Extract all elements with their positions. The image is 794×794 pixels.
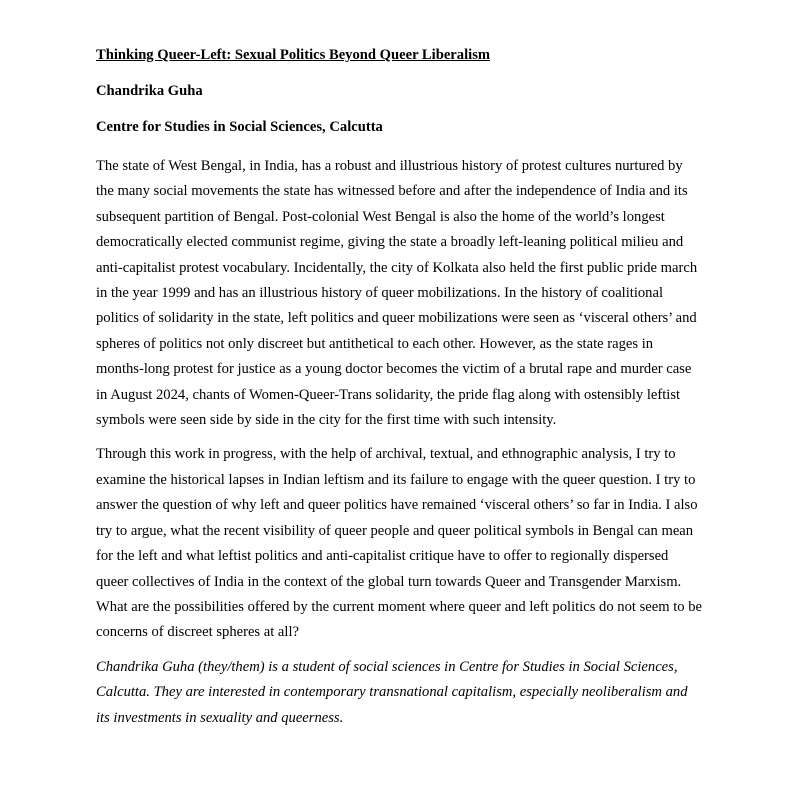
abstract-paragraph-2: Through this work in progress, with the help of archival, textual, and ethnographic analysis, I try to examine the historical lapses in Indian leftism and its failure to engage with the queer question. I try to answer the question of why left and queer politics have remained ‘visceral others’ so far in India. I also try to argue, what the recent visibility of queer people and queer political symbols in Bengal can mean for the left and what leftist politics and anti-capitalist critique have to offer to regionally dispersed queer collectives of India in the context of the global turn towards Queer and Transgender Marxism. What are the possibilities offered by the current moment where queer and left politics do not seem to be concerns of discreet spheres at all? [96, 446, 702, 641]
document-page [96, 44, 702, 731]
document-title: Thinking Queer-Left: Sexual Politics Beyond Queer Liberalism [96, 47, 491, 63]
author-name: Chandrika Guha [96, 83, 203, 99]
author-bio: Chandrika Guha (they/them) is a student of social sciences in Centre for Studies in Social Sciences, Calcutta. They are interested in contemporary transnational capitalism, especially neoliberalism and its investments in sexuality and queerness. [96, 658, 688, 726]
abstract-paragraph-1: The state of West Bengal, in India, has a robust and illustrious history of protest cultures nurtured by the many social movements the state has witnessed before and after the independence of India and its subsequent partition of Bengal. Post-colonial West Bengal is also the home of the world’s longest democratically elected communist regime, giving the state a broadly left-leaning political milieu and anti-capitalist protest vocabulary. Incidentally, the city of Kolkata also held the first public pride march in the year 1999 and has an illustrious history of queer mobilizations. In the history of coalitional politics of solidarity in the state, left politics and queer mobilizations were seen as ‘visceral others’ and spheres of politics not only discreet but antithetical to each other. However, as the state rages in months-long protest for justice as a young doctor becomes the victim of a brutal rape and murder case in August 2024, chants of Women-Queer-Trans solidarity, the pride flag along with ostensibly leftist symbols were seen side by side in the city for the first time with such intensity. [96, 158, 698, 429]
author-affiliation: Centre for Studies in Social Sciences, Calcutta [96, 119, 383, 135]
